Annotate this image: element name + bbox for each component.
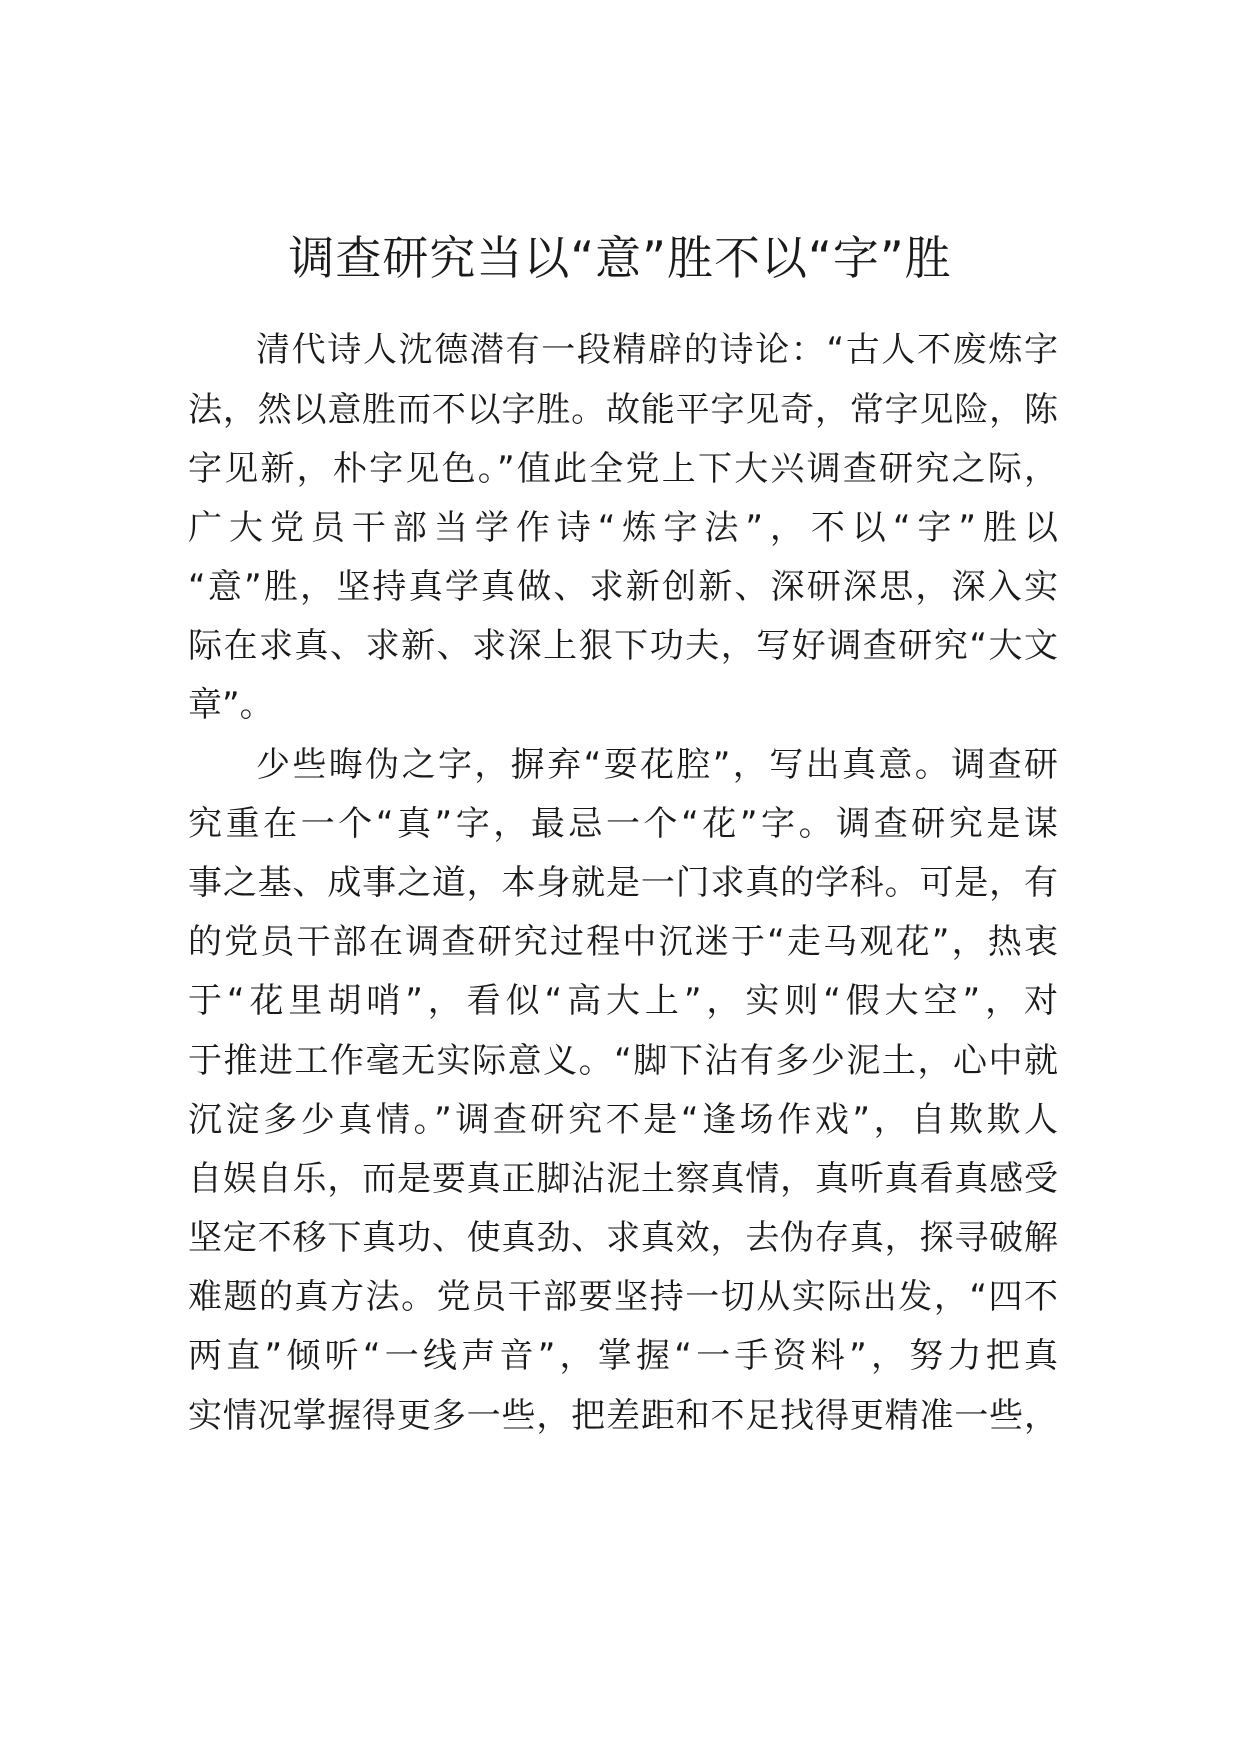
paragraph-1-line: 清代诗人沈德潜有一段精辟的诗论：“古人不废炼字 [256,330,1058,370]
paragraph-2-line: 沉淀多少真情。”调查研究不是“逢场作戏”，自欺欺人 [188,1100,1058,1140]
paragraph-2-line: 少些晦伪之字，摒弃“耍花腔”，写出真意。调查研 [256,745,1058,785]
paragraph-2-line: 的党员干部在调查研究过程中沉迷于“走马观花”，热衷 [188,922,1058,962]
document-title: 调查研究当以“意”胜不以“字”胜 [288,231,952,285]
paragraph-2-line: 于推进工作毫无实际意义。“脚下沾有多少泥土，心中就 [188,1041,1058,1081]
paragraph-2-line: 难题的真方法。党员干部要坚持一切从实际出发，“四不 [188,1277,1058,1317]
paragraph-2-line: 两直”倾听“一线声音”，掌握“一手资料”，努力把真 [188,1336,1058,1376]
paragraph-1-line: 法，然以意胜而不以字胜。故能平字见奇，常字见险，陈 [188,390,1058,430]
paragraph-2-line: 实情况掌握得更多一些，把差距和不足找得更精准一些， [188,1396,1058,1436]
paragraph-1-line: 广大党员干部当学作诗“炼字法”，不以“字”胜以 [188,508,1058,548]
paragraph-2-line: 自娱自乐，而是要真正脚沾泥土察真情，真听真看真感受 [188,1159,1058,1199]
paragraph-2-line: 究重在一个“真”字，最忌一个“花”字。调查研究是谋 [188,804,1058,844]
paragraph-2-line: 坚定不移下真功、使真劲、求真效，去伪存真，探寻破解 [188,1218,1058,1258]
paragraph-1-line: 际在求真、求新、求深上狠下功夫，写好调查研究“大文 [188,626,1058,666]
paragraph-1-line: 章”。 [188,685,274,725]
paragraph-1-line: 字见新，朴字见色。”值此全党上下大兴调查研究之际， [188,449,1058,489]
paragraph-2-line: 事之基、成事之道，本身就是一门求真的学科。可是，有 [188,863,1058,903]
paragraph-1-line: “意”胜，坚持真学真做、求新创新、深研深思，深入实 [188,567,1058,607]
paragraph-2-line: 于“花里胡哨”，看似“高大上”，实则“假大空”，对 [188,981,1058,1021]
